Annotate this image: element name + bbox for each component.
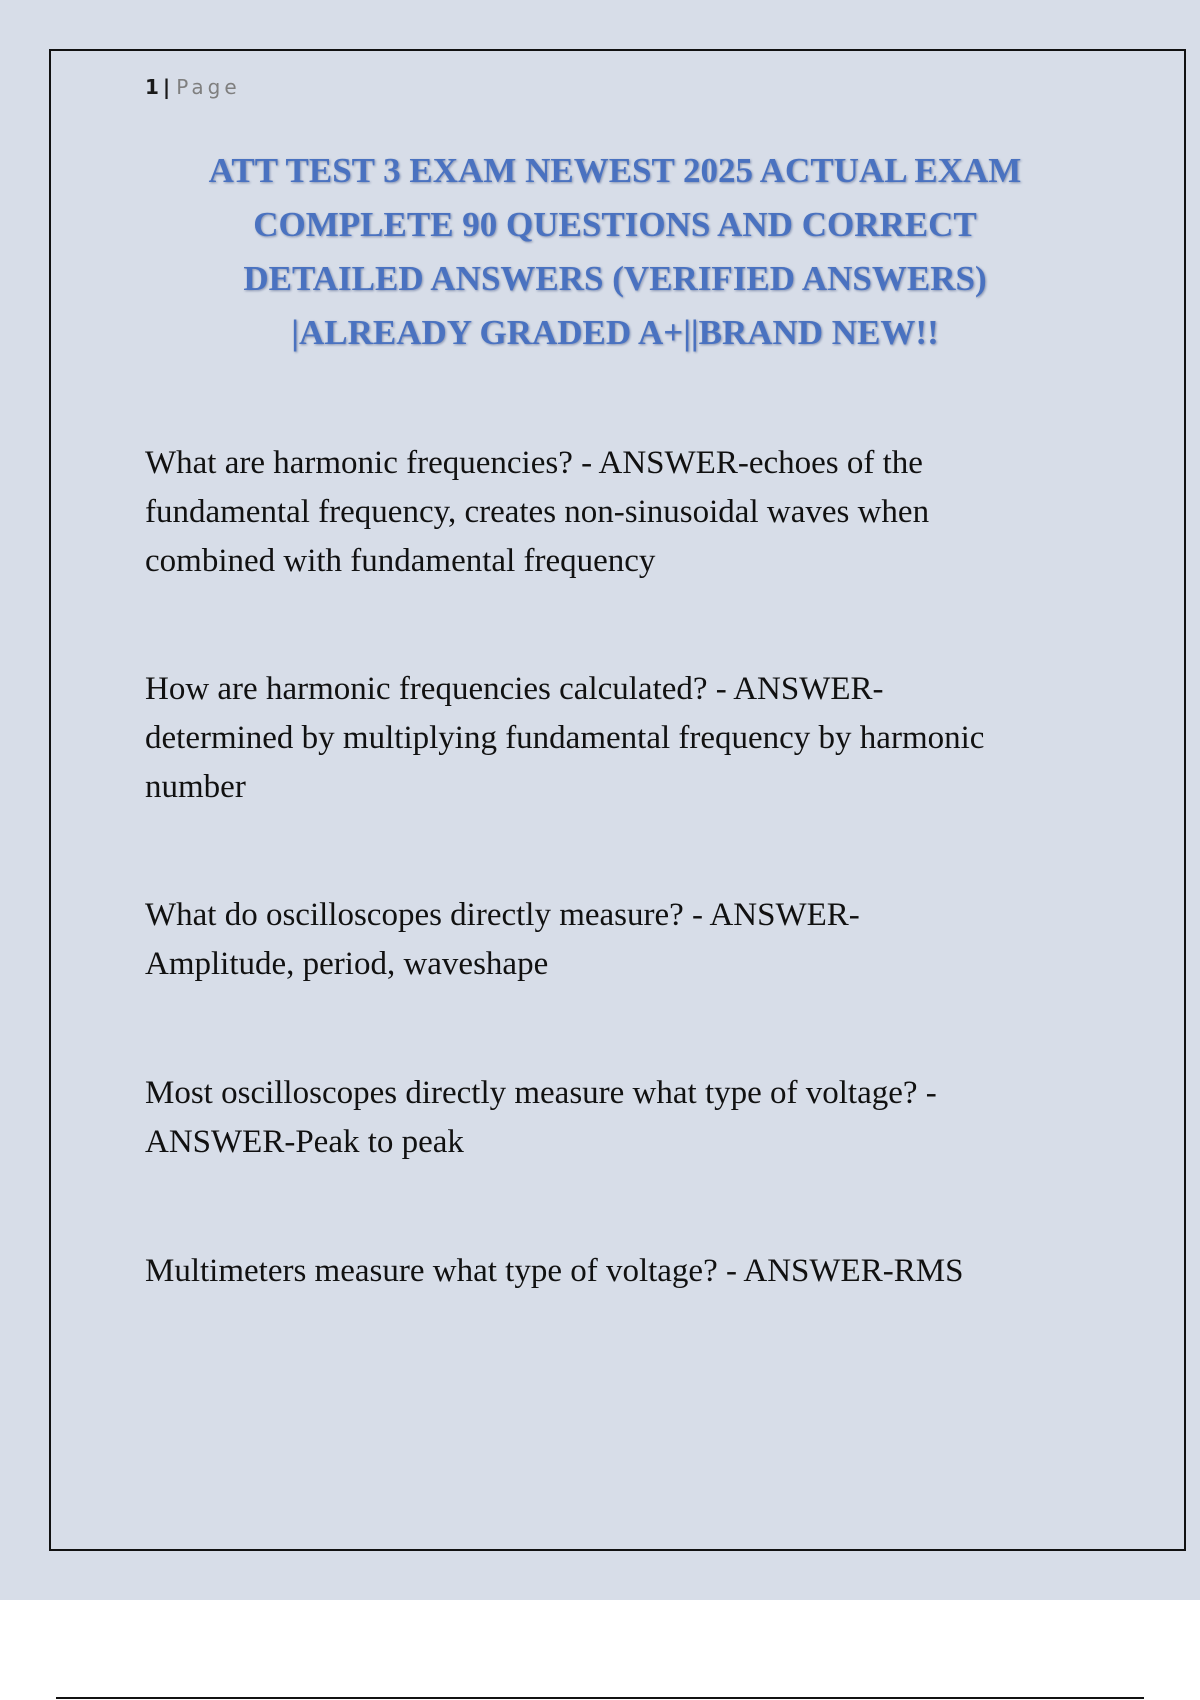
qa-item-multimeter-voltage <box>145 1247 1095 1296</box>
title-line: ATT TEST 3 EXAM NEWEST 2025 ACTUAL EXAM <box>208 151 1022 190</box>
document-title <box>160 144 1070 360</box>
qa-line: Multimeters measure what type of voltage? - ANSWER-RMS <box>145 1253 964 1289</box>
footer-rule <box>56 1697 1144 1699</box>
qa-line: Amplitude, period, waveshape <box>145 946 549 982</box>
qa-item-oscilloscope-voltage <box>145 1069 1095 1167</box>
qa-line: What do oscilloscopes directly measure? - ANSWER- <box>145 897 860 933</box>
qa-line: What are harmonic frequencies? - ANSWER-echoes of the <box>145 445 923 481</box>
qa-line: How are harmonic frequencies calculated? - ANSWER- <box>145 671 884 707</box>
page-number-header <box>145 75 241 99</box>
page-label: Page <box>176 75 241 99</box>
title-line: DETAILED ANSWERS (VERIFIED ANSWERS) <box>243 259 987 298</box>
qa-line: number <box>145 769 246 805</box>
page-number-separator: | <box>162 75 171 99</box>
qa-item-oscilloscope-measure <box>145 891 1095 989</box>
qa-item-harmonic-frequencies <box>145 439 1095 586</box>
qa-line: Most oscilloscopes directly measure what type of voltage? - <box>145 1075 937 1111</box>
qa-line: fundamental frequency, creates non-sinusoidal waves when <box>145 494 930 530</box>
qa-line: determined by multiplying fundamental frequency by harmonic <box>145 720 985 756</box>
title-line: COMPLETE 90 QUESTIONS AND CORRECT <box>253 205 977 244</box>
title-line: |ALREADY GRADED A+||BRAND NEW!! <box>291 313 939 352</box>
page-number: 1 <box>145 75 159 99</box>
qa-item-harmonic-calculation <box>145 665 1095 812</box>
qa-line: ANSWER-Peak to peak <box>145 1124 464 1160</box>
qa-line: combined with fundamental frequency <box>145 543 656 579</box>
